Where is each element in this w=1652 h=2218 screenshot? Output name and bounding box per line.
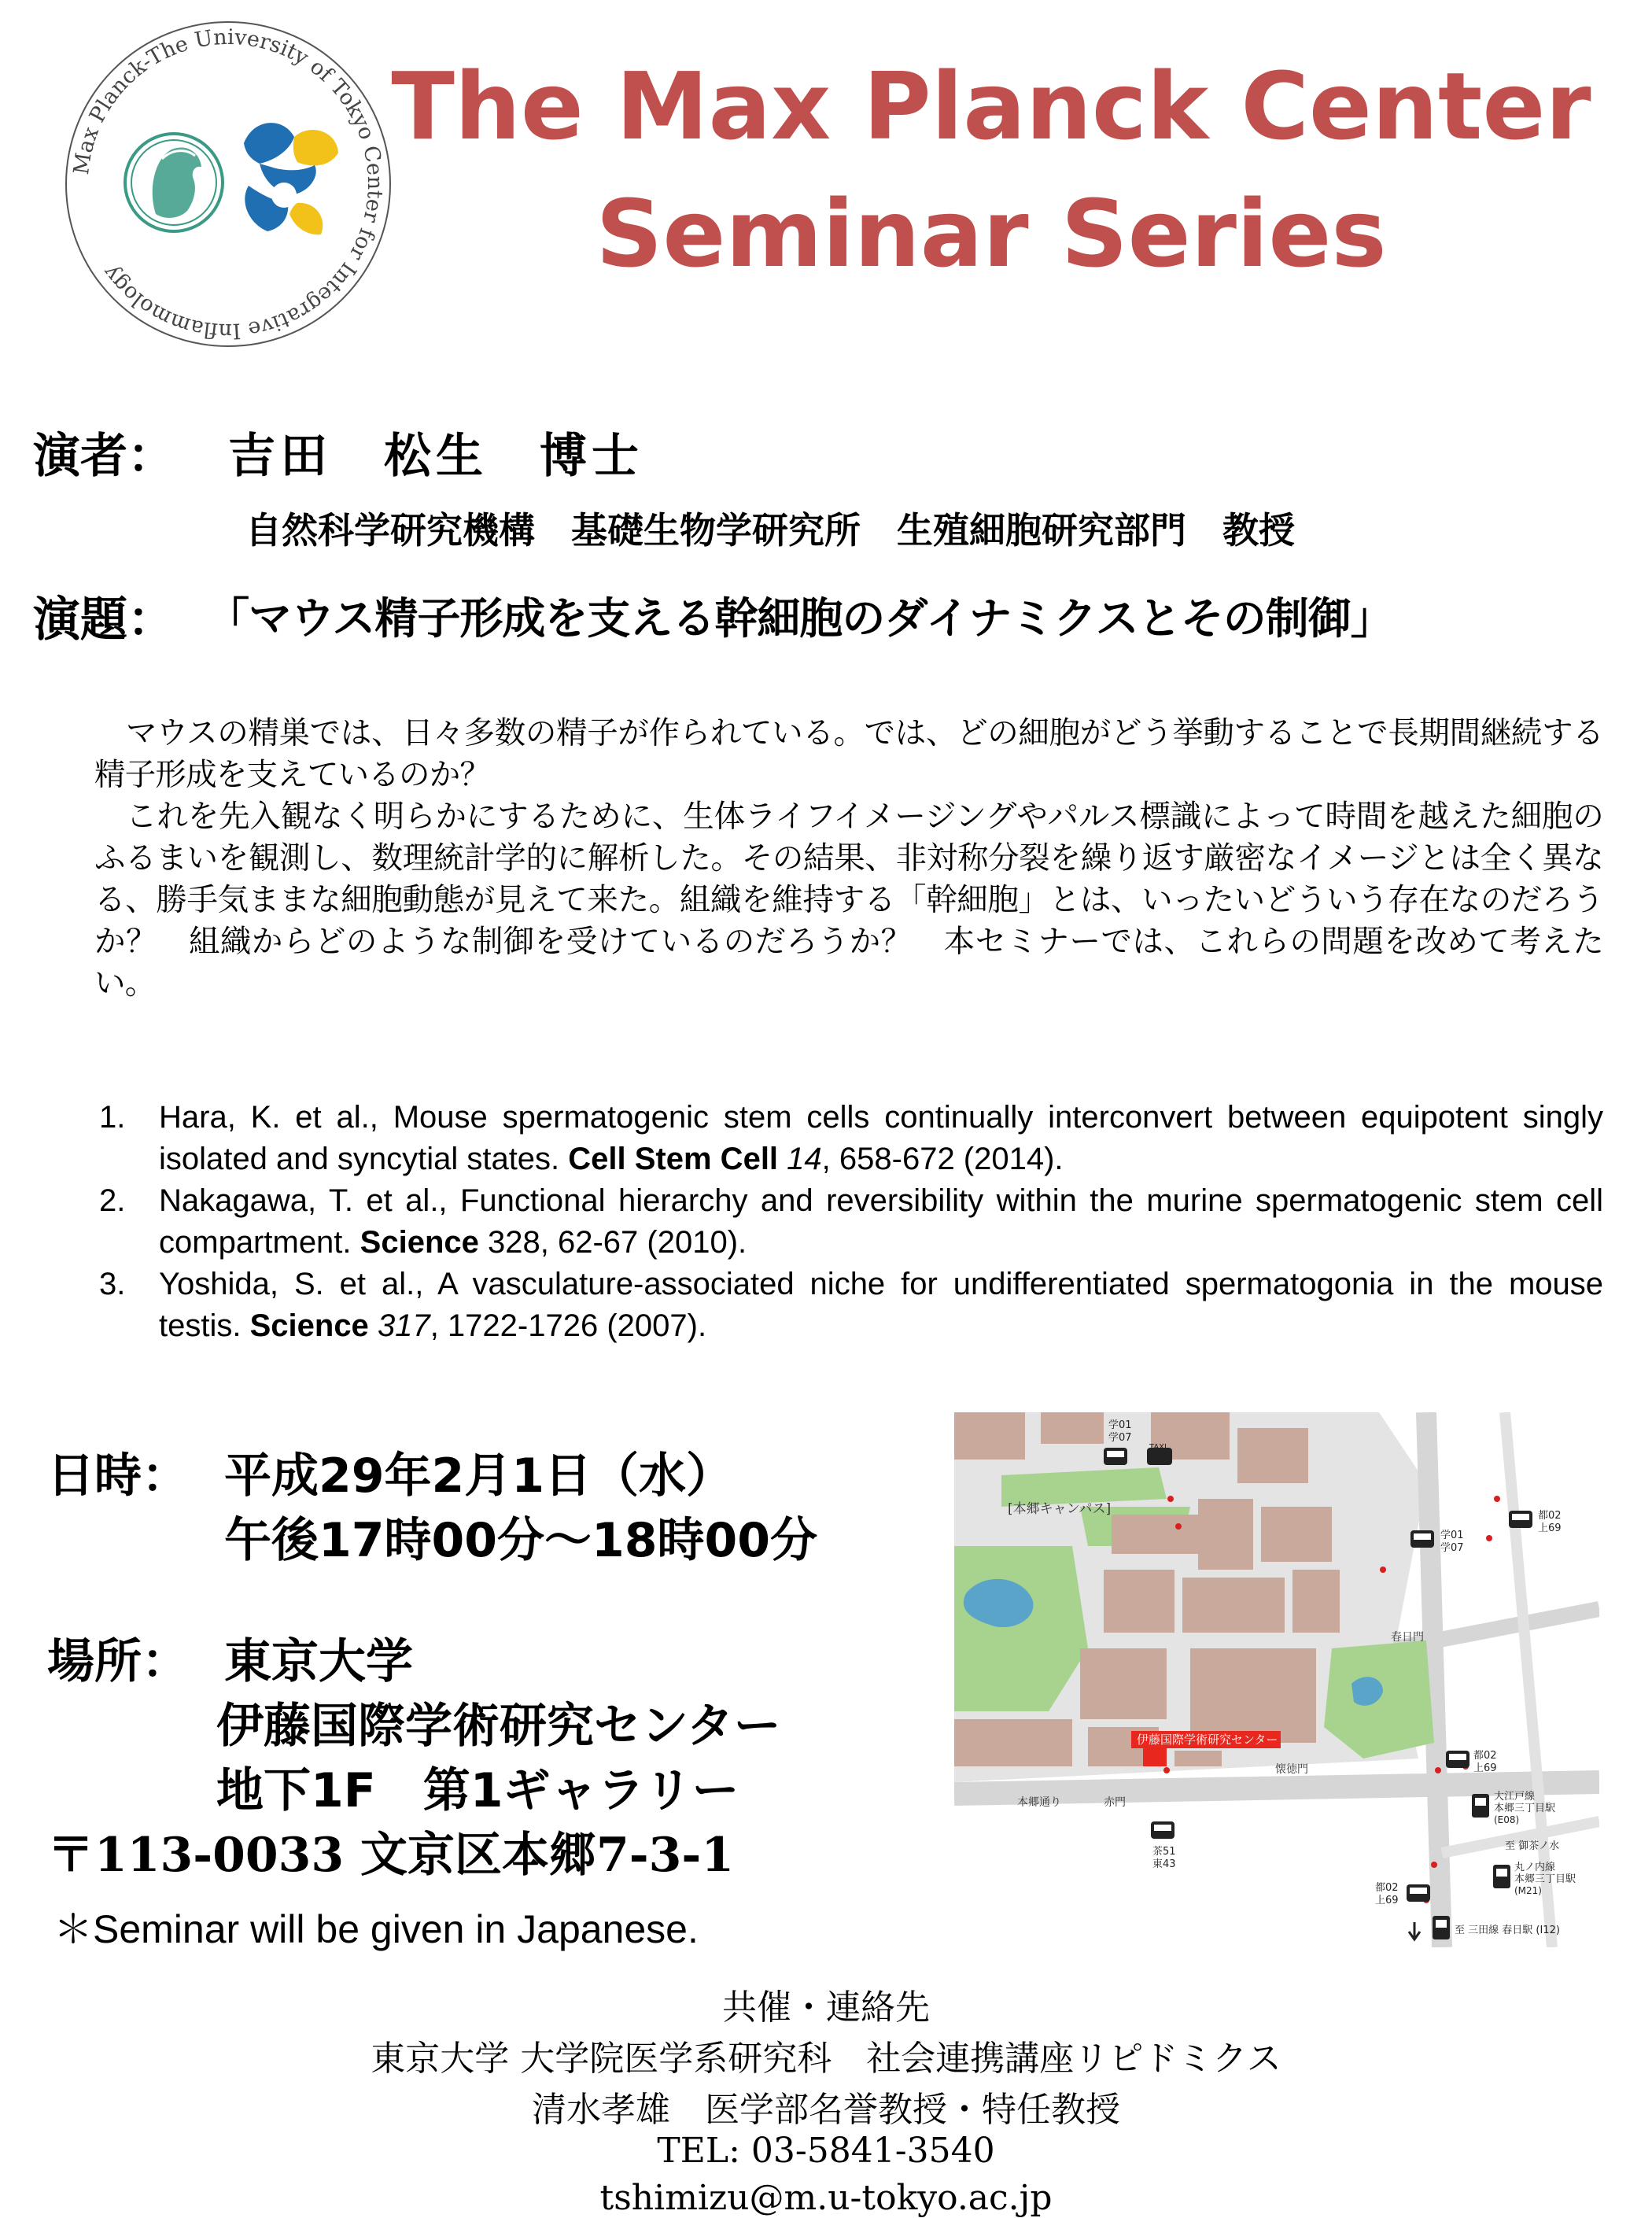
map-kasuga-gate-label: 春日門: [1391, 1631, 1424, 1644]
date-label: 日時：: [47, 1449, 189, 1504]
contact-email: tshimizu@m.u-tokyo.ac.jp: [599, 2178, 1053, 2218]
ginkgo-leaf-icon: [244, 123, 338, 234]
subway-line-label: 大江戸線: [1494, 1791, 1536, 1803]
subway-icon: [1472, 1794, 1489, 1818]
map-akamon-label: 赤門: [1104, 1796, 1126, 1809]
event-date: 平成29年2月1日（水）: [224, 1449, 733, 1504]
logo-ring-text: Max Planck-The University of Tokyo Center for Integrative Inflammology: [69, 24, 388, 344]
place-address: 〒113-0033 文京区本郷7-3-1: [47, 1828, 735, 1883]
subway-code-label: (E08): [1494, 1814, 1520, 1825]
subway-icon: [1433, 1916, 1450, 1939]
event-time: 午後17時00分～18時00分: [224, 1513, 817, 1568]
bus-route-label: 上69: [1375, 1895, 1399, 1906]
bus-route-label: 上69: [1538, 1522, 1562, 1534]
contact-person: 清水孝雄 医学部名誉教授・特任教授: [532, 2090, 1120, 2130]
map-kaitoku-gate-label: 懐徳門: [1275, 1763, 1308, 1776]
place-building: 伊藤国際学術研究センター: [216, 1699, 781, 1754]
taxi-label: TAXI: [1149, 1443, 1167, 1452]
speaker-name: 吉田 松生 博士: [228, 429, 643, 484]
reference-item: 2. Nakagawa, T. et al., Functional hierarchy and reversibility within the murine spermatogenic stem cell compartment. Science 328, 62-67 (2010).: [99, 1183, 1603, 1260]
reference-volume: 317: [377, 1308, 430, 1343]
bus-route-label: 茶51: [1152, 1846, 1176, 1858]
title-line-2: Seminar Series: [596, 179, 1387, 288]
abstract: [94, 713, 1603, 1005]
map-campus-label: [本郷キャンパス]: [1008, 1501, 1112, 1517]
reference-item: 3. Yoshida, S. et al., A vasculature-associated niche for undifferentiated spermatogonia in the mouse testis. Science 317, 1722-1726 (2007).: [99, 1267, 1603, 1343]
abstract-paragraph: これを先入観なく明らかにするために、生体ライフイメージングやパルス標識によって時間を越えた細胞のふるまいを観測し、数理統計学的に解析した。その結果、非対称分裂を繰り返す厳密なイメージとは全く異なる、勝手気ままな細胞動態が見えて来た。組織を維持する「幹細胞」とは、いったいどういう存在なのだろうか？ 組織からどのような制御を受けているのだろうか？ 本セミナーでは、これらの問題を改めて考えたい。: [94, 799, 1603, 1002]
abstract-paragraph: マウスの精巣では、日々多数の精子が作られている。では、どの細胞がどう挙動することで長期間継続する精子形成を支えているのか？: [94, 715, 1603, 793]
subway-icon: [1493, 1865, 1510, 1888]
reference-volume: 328: [488, 1225, 540, 1260]
reference-list: [94, 1097, 1603, 1347]
bus-route-label: 都02: [1538, 1510, 1562, 1522]
speaker-affiliation: 自然科学研究機構 基礎生物学研究所 生殖細胞研究部門 教授: [245, 509, 1295, 552]
contact-heading: 共催・連絡先: [722, 1987, 930, 2028]
bus-route-label: 学07: [1440, 1542, 1464, 1554]
subway-code-label: (M21): [1514, 1885, 1542, 1896]
map-street-label: 本郷通り: [1017, 1796, 1061, 1809]
speaker-label: 演者：: [33, 429, 175, 484]
subway-station-label: 本郷三丁目駅: [1494, 1803, 1556, 1814]
bus-route-label: 東43: [1152, 1858, 1176, 1870]
bus-route-label: 学01: [1108, 1419, 1132, 1431]
subway-line-label: 至 三田線 春日駅 (I12): [1455, 1925, 1560, 1936]
bus-icon: [1407, 1884, 1430, 1902]
direction-label: 至 御茶ノ水: [1505, 1840, 1560, 1852]
place-room: 地下1F 第1ギャラリー: [216, 1763, 739, 1818]
reference-journal: Cell Stem Cell: [568, 1142, 779, 1176]
topic-label: 演題：: [33, 592, 175, 648]
max-planck-minerva-icon: [125, 134, 223, 231]
campus-map: [954, 1412, 1599, 1947]
reference-journal: Science: [249, 1308, 369, 1343]
reference-item: 1. Hara, K. et al., Mouse spermatogenic stem cells continually interconvert between equipotent singly isolated and syncytial states. Cell Stem Cell 14, 658-672 (2014).: [99, 1100, 1603, 1176]
center-logo: [61, 17, 395, 351]
subway-line-label: 丸ノ内線: [1514, 1862, 1556, 1873]
subway-station-label: 本郷三丁目駅: [1514, 1873, 1576, 1885]
topic-title: 「マウス精子形成を支える幹細胞のダイナミクスとその制御」: [206, 593, 1393, 644]
bus-route-label: 都02: [1375, 1882, 1399, 1894]
title-line-1: The Max Planck Center: [391, 52, 1591, 161]
bus-route-label: 学07: [1108, 1432, 1132, 1444]
bus-icon: [1446, 1751, 1469, 1768]
bus-icon: [1104, 1448, 1127, 1465]
place-label: 場所：: [47, 1634, 189, 1689]
contact-tel: TEL: 03-5841-3540: [657, 2131, 995, 2171]
bus-route-label: 学01: [1440, 1530, 1464, 1541]
reference-journal: Science: [360, 1225, 479, 1260]
bus-icon: [1410, 1530, 1434, 1548]
map-venue-label: 伊藤国際学術研究センター: [1137, 1733, 1278, 1747]
bus-route-label: 都02: [1473, 1750, 1497, 1762]
language-note: ＊Seminar will be given in Japanese.: [53, 1907, 699, 1951]
bus-route-label: 上69: [1473, 1762, 1497, 1774]
bus-icon: [1509, 1511, 1532, 1528]
contact-department: 東京大学 大学院医学系研究科 社会連携講座リピドミクス: [371, 2039, 1281, 2079]
reference-volume: 14: [787, 1142, 822, 1176]
place-university: 東京大学: [224, 1634, 413, 1689]
bus-icon: [1151, 1821, 1174, 1839]
